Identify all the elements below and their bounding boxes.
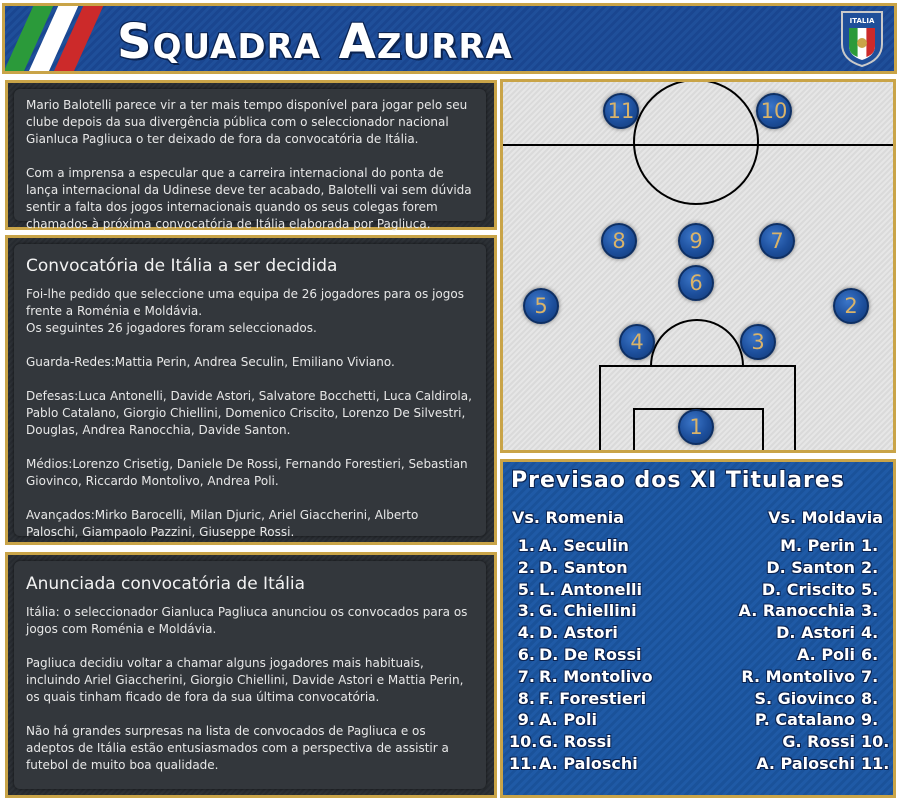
right-player: A. Ranocchia xyxy=(738,601,855,621)
left-player: G. Rossi xyxy=(539,732,612,752)
right-player: M. Perin xyxy=(780,536,855,555)
lineup-row xyxy=(503,623,893,645)
right-number: 11. xyxy=(861,753,890,773)
lineup-row xyxy=(503,645,893,667)
right-number: 7. xyxy=(861,666,879,686)
lineup-header-moldavia: Vs. Moldavia xyxy=(768,508,883,527)
right-player: G. Rossi xyxy=(782,732,855,752)
svg-text:ITALIA: ITALIA xyxy=(849,17,875,25)
squad-announced-panel xyxy=(5,552,497,798)
right-number: 3. xyxy=(861,601,879,621)
squad-decision-card xyxy=(14,244,486,539)
player-marker-5[interactable]: 5 xyxy=(523,288,559,324)
left-player: A. Paloschi xyxy=(539,753,638,773)
italia-crest-icon xyxy=(840,10,884,68)
left-number: 10. xyxy=(509,732,538,752)
right-number: 5. xyxy=(861,579,879,599)
page-title: Squadra Azurra xyxy=(117,14,513,70)
right-player: D. Santon xyxy=(766,557,855,577)
left-number: 6. xyxy=(517,644,535,664)
left-number: 2. xyxy=(517,557,535,577)
intro-news-text: Mario Balotelli parece vir a ter mais tempo disponível para jogar pelo seu clube depois da sua divergência pública com o seleccionador nacional Gianluca Pagliuca o ter deixado de fora da convocatória de Itália. Com a imprensa a especular que a carreira internacional do ponta de lança internacional da Udinese deve ter acabado, Balotelli vai sem dúvida sentir a falta dos jogos internacionais quando os seus colegas forem chamados à próxima convocatória de Itália elaborada por Pagliuca. xyxy=(26,98,472,231)
squad-announced-card xyxy=(14,561,486,789)
player-marker-10[interactable]: 10 xyxy=(756,93,792,129)
player-marker-1[interactable]: 1 xyxy=(678,409,714,445)
lineup-row xyxy=(503,754,893,776)
lineup-row xyxy=(503,558,893,580)
predicted-lineup-panel xyxy=(500,459,896,798)
left-number: 4. xyxy=(517,623,535,643)
lineup-row xyxy=(503,710,893,732)
left-number: 8. xyxy=(517,688,535,708)
right-player: A. Poli xyxy=(796,644,855,664)
left-number: 9. xyxy=(517,710,535,730)
player-marker-4[interactable]: 4 xyxy=(619,324,655,360)
left-player: D. Astori xyxy=(539,623,618,643)
right-number: 1. xyxy=(861,536,879,555)
player-marker-3[interactable]: 3 xyxy=(740,324,776,360)
right-number: 6. xyxy=(861,644,879,664)
squad-announced-heading: Anunciada convocatória de Itália xyxy=(26,574,306,594)
tricolor-stripes xyxy=(2,3,125,74)
squad-decision-panel xyxy=(5,235,497,545)
lineup-row xyxy=(503,732,893,754)
player-marker-7[interactable]: 7 xyxy=(759,223,795,259)
lineup-title: Previsao dos XI Titulares xyxy=(511,468,845,493)
left-player: A. Poli xyxy=(539,710,598,730)
left-number: 7. xyxy=(517,666,535,686)
lineup-row xyxy=(503,536,893,558)
right-number: 9. xyxy=(861,710,879,730)
right-player: S. Giovinco xyxy=(754,688,855,708)
lineup-header-romenia: Vs. Romenia xyxy=(512,508,625,527)
left-number: 5. xyxy=(517,579,535,599)
left-number: 1. xyxy=(517,536,535,555)
right-player: A. Paloschi xyxy=(756,753,855,773)
player-marker-11[interactable]: 11 xyxy=(603,93,639,129)
right-number: 4. xyxy=(861,623,879,643)
left-number: 11. xyxy=(509,753,538,773)
right-number: 8. xyxy=(861,688,879,708)
left-player: D. De Rossi xyxy=(539,644,642,664)
squad-decision-heading: Convocatória de Itália a ser decidida xyxy=(26,256,338,276)
squad-decision-text: Foi-lhe pedido que seleccione uma equipa de 26 jogadores para os jogos frente a Roménia e Moldávia. Os seguintes 26 jogadores foram seleccionados. Guarda-Redes:Mattia Perin, Andrea Seculin, Emiliano Viviano. Defesas:Luca Antonelli, Davide Astori, Salvatore Bocchetti, Luca Caldirola, Pablo Catalano, Giorgio Chiellini, Domenico Criscito, Lorenzo De Silvestri, Douglas, Andrea Ranocchia, Davide Santon. Médios:Lorenzo Crisetig, Daniele De Rossi, Fernando Forestieri, Sebastian Giovinco, Riccardo Montolivo, Andrea Poli. Avançados:Mirko Barocelli, Milan Djuric, Ariel Giaccherini, Alberto Paloschi, Giampaolo Pazzini, Giuseppe Rossi. xyxy=(26,287,472,539)
intro-news-card xyxy=(14,89,486,231)
left-player: D. Santon xyxy=(539,557,628,577)
right-player: D. Criscito xyxy=(761,579,855,599)
lineup-row xyxy=(503,601,893,623)
left-number: 3. xyxy=(517,601,535,621)
right-number: 10. xyxy=(861,732,890,752)
lineup-row xyxy=(503,580,893,602)
right-player: P. Catalano xyxy=(754,710,855,730)
player-marker-2[interactable]: 2 xyxy=(833,288,869,324)
lineup-rows xyxy=(503,536,893,776)
right-player: R. Montolivo xyxy=(741,666,855,686)
header-banner xyxy=(2,3,897,74)
player-marker-9[interactable]: 9 xyxy=(678,223,714,259)
lineup-row xyxy=(503,667,893,689)
left-player: L. Antonelli xyxy=(539,579,642,599)
left-player: R. Montolivo xyxy=(539,666,653,686)
lineup-row xyxy=(503,689,893,711)
player-marker-6[interactable]: 6 xyxy=(678,265,714,301)
left-player: F. Forestieri xyxy=(539,688,647,708)
squad-announced-text: Itália: o seleccionador Gianluca Pagliuca anunciou os convocados para os jogos com Roménia e Moldávia. Pagliuca decidiu voltar a chamar alguns jogadores mais habituais, incluindo Ariel Giaccherini, Giorgio Chiellini, Davide Astori e Mattia Perin, os quais tinham ficado de fora da sua última convocatória. Não há grandes surpresas na lista de convocados de Pagliuca e os adeptos de Itália estão entusiasmados com a perspectiva de assistir a futebol de muito boa qualidade. xyxy=(26,605,468,772)
left-player: G. Chiellini xyxy=(539,601,637,621)
player-marker-8[interactable]: 8 xyxy=(601,223,637,259)
formation-pitch xyxy=(500,79,896,453)
left-player: A. Seculin xyxy=(539,536,629,555)
intro-news-panel xyxy=(5,80,497,230)
right-number: 2. xyxy=(861,557,879,577)
right-player: D. Astori xyxy=(776,623,855,643)
